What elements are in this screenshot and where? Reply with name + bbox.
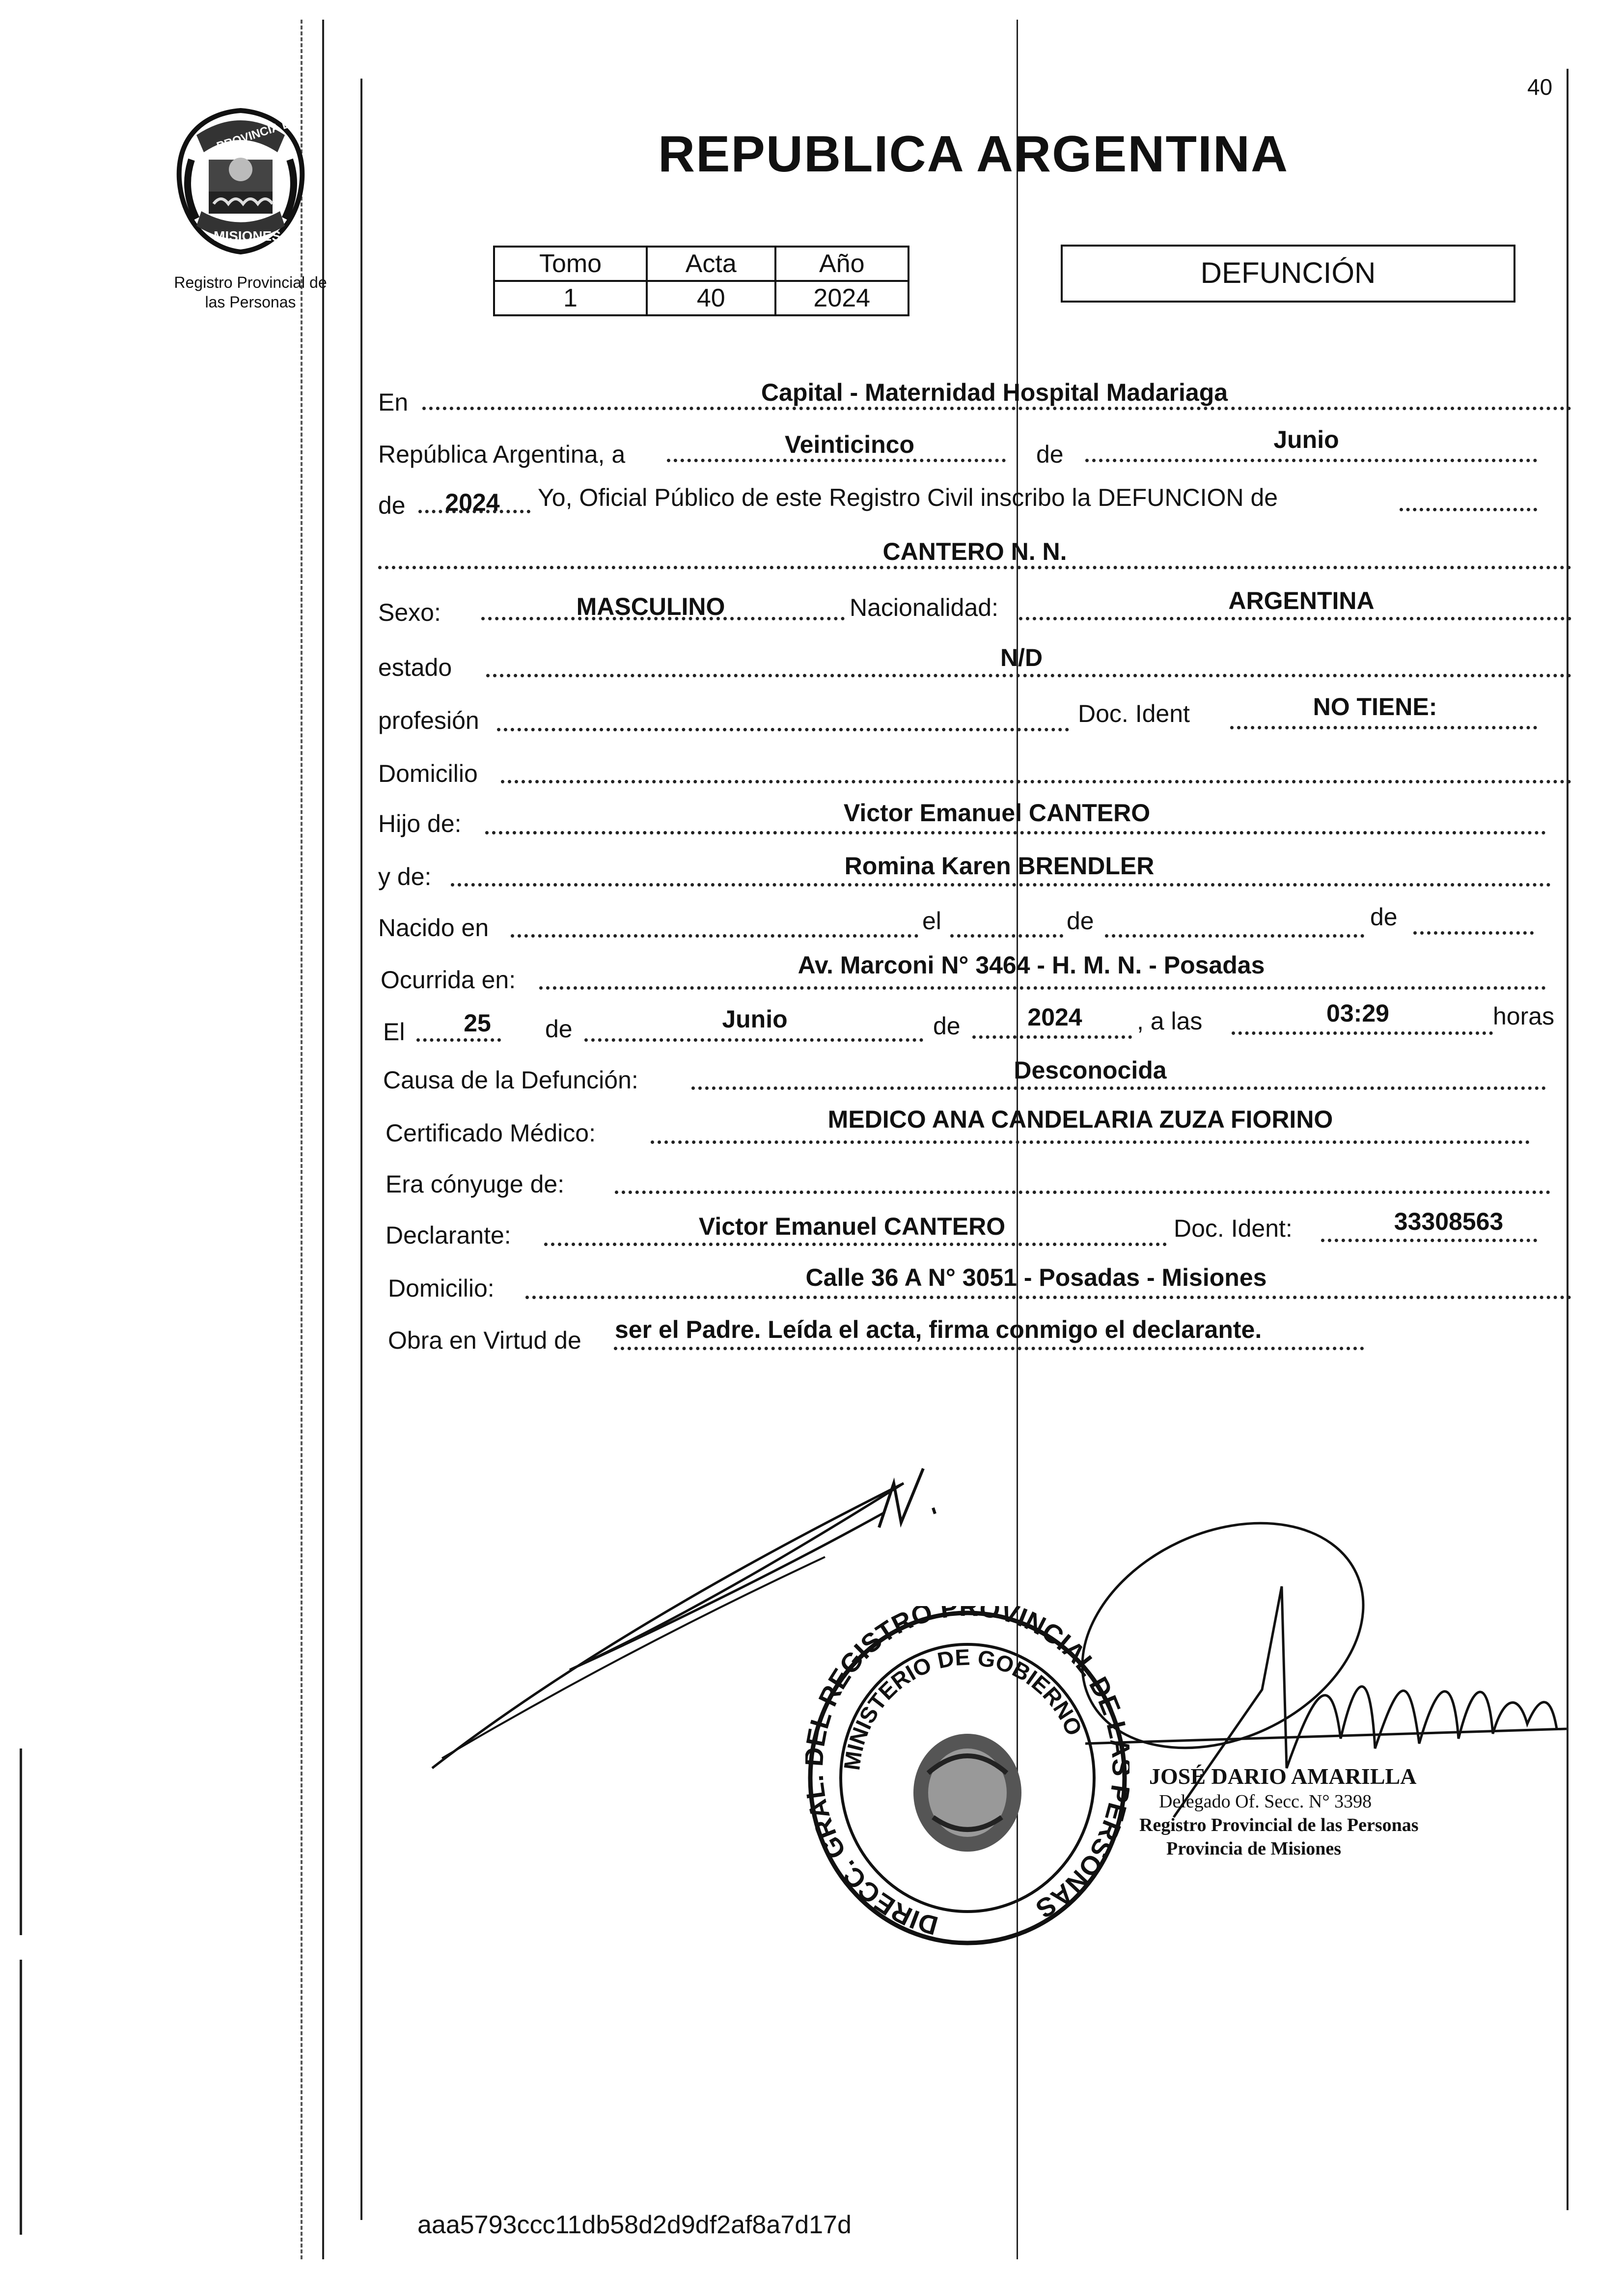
dots-mes2 xyxy=(584,1038,923,1042)
label-el: El xyxy=(383,1018,405,1046)
value-obra: ser el Padre. Leída el acta, firma conmigo el declarante. xyxy=(615,1316,1262,1343)
register-header-row xyxy=(494,247,908,281)
scan-edge-line-lower xyxy=(20,1960,22,2235)
value-declarante: Victor Emanuel CANTERO xyxy=(698,1213,1006,1240)
label-de-mes: de xyxy=(1036,441,1064,468)
dots-certificado xyxy=(651,1140,1530,1144)
label-sexo: Sexo: xyxy=(378,599,441,626)
value-certificado: MEDICO ANA CANDELARIA ZUZA FIORINO xyxy=(827,1106,1333,1133)
seal-inner-text: MINISTERIO DE GOBIERNO xyxy=(839,1644,1088,1772)
dots-domicilio xyxy=(501,780,1571,783)
label-nacido-en: Nacido en xyxy=(378,914,489,942)
value-estado: N/D xyxy=(1000,644,1043,671)
dots-dia xyxy=(667,459,1006,462)
page-number: 40 xyxy=(1527,74,1553,100)
dots-profesion xyxy=(497,728,1069,731)
document-title: REPUBLICA ARGENTINA xyxy=(658,126,1289,183)
register-header-tomo: Tomo xyxy=(494,247,647,281)
dots-dia-num xyxy=(416,1038,501,1042)
register-table xyxy=(493,246,909,316)
value-lugar: Capital - Maternidad Hospital Madariaga xyxy=(761,379,1228,406)
label-republica: República Argentina, a xyxy=(378,441,626,468)
value-declarante-domicilio: Calle 36 A N° 3051 - Posadas - Misiones xyxy=(805,1264,1267,1291)
register-header-acta: Acta xyxy=(647,247,775,281)
dots-padre xyxy=(485,831,1546,834)
dots-declarante-doc xyxy=(1321,1239,1537,1242)
dots-hora xyxy=(1232,1031,1493,1035)
value-anio2: 2024 xyxy=(1027,1003,1082,1031)
label-de-mes2: de xyxy=(545,1015,573,1043)
label-a-las: , a las xyxy=(1137,1007,1203,1035)
scan-edge-line xyxy=(20,1748,22,1935)
dots-documento xyxy=(1230,726,1537,729)
value-mes: Junio xyxy=(1273,426,1339,453)
label-doc-ident2: Doc. Ident: xyxy=(1174,1215,1293,1242)
label-domicilio: Domicilio xyxy=(378,760,478,787)
value-mes2: Junio xyxy=(722,1005,788,1033)
value-declarante-doc: 33308563 xyxy=(1394,1208,1504,1235)
register-header-anio: Año xyxy=(775,247,909,281)
label-en: En xyxy=(378,388,409,416)
org-label-line2: las Personas xyxy=(205,293,296,311)
label-causa: Causa de la Defunción: xyxy=(383,1066,638,1094)
label-nacido-el: el xyxy=(922,907,941,935)
dots-nacido-mes xyxy=(1105,934,1364,938)
value-sexo: MASCULINO xyxy=(576,593,725,620)
dots-estado xyxy=(486,674,1571,677)
scan-margin-line-form xyxy=(360,79,362,2220)
logo-text-top: PROVINCIA DE xyxy=(215,114,300,154)
stamp-position: Delegado Of. Secc. N° 3398 xyxy=(1159,1791,1372,1812)
register-value-tomo: 1 xyxy=(494,281,647,315)
register-value-row xyxy=(494,281,908,315)
dots-nacido-dia xyxy=(950,934,1063,938)
dots-conyuge xyxy=(615,1191,1550,1194)
register-value-anio: 2024 xyxy=(775,281,909,315)
dots-nombre-tail xyxy=(1400,508,1537,511)
label-y-de: y de: xyxy=(378,863,432,890)
scan-margin-line-left xyxy=(322,20,324,2259)
dots-causa xyxy=(691,1086,1546,1090)
label-horas: horas xyxy=(1493,1002,1555,1030)
dots-anio2 xyxy=(972,1035,1132,1039)
label-nacido-de1: de xyxy=(1067,907,1094,935)
stamp-registry: Registro Provincial de las Personas xyxy=(1139,1815,1419,1835)
value-hora: 03:29 xyxy=(1326,999,1389,1027)
label-hijo-de: Hijo de: xyxy=(378,810,462,837)
stamp-province: Provincia de Misiones xyxy=(1166,1838,1342,1859)
label-certificado: Certificado Médico: xyxy=(385,1119,596,1147)
dots-madre xyxy=(451,883,1551,887)
document-hash: aaa5793ccc11db58d2d9df2af8a7d17d xyxy=(417,2211,852,2239)
label-doc-ident: Doc. Ident xyxy=(1078,700,1190,727)
province-logo xyxy=(162,106,319,258)
dots-declarante xyxy=(544,1243,1167,1246)
dots-nacionalidad xyxy=(1019,617,1571,620)
org-label xyxy=(147,273,354,312)
dots-declarante-domicilio xyxy=(525,1296,1571,1299)
dots-obra xyxy=(614,1347,1364,1350)
label-declarante: Declarante: xyxy=(385,1221,511,1249)
dots-nacido-anio xyxy=(1413,931,1534,935)
org-label-line1: Registro Provincial de xyxy=(174,274,327,291)
record-type-box: DEFUNCIÓN xyxy=(1061,245,1515,303)
label-nacionalidad: Nacionalidad: xyxy=(850,594,998,621)
value-nacionalidad: ARGENTINA xyxy=(1228,587,1375,614)
scan-margin-line-right xyxy=(1567,69,1569,2210)
value-anio: 2024 xyxy=(445,489,500,516)
value-dia-texto: Veinticinco xyxy=(785,431,914,458)
label-nacido-de2: de xyxy=(1370,903,1398,931)
seal-outer-text: DIRECC. GRA L REGISTRO PROVINCIAL DE ERSONAS xyxy=(805,1606,1129,1941)
label-obra: Obra en Virtud de xyxy=(388,1327,581,1354)
logo-text-bottom: MISIONES xyxy=(214,228,281,244)
stamp-name: JOSÉ DARIO AMARILLA xyxy=(1149,1764,1417,1789)
value-nombre: CANTERO N. N. xyxy=(882,538,1067,565)
label-de-anio: de xyxy=(378,492,406,519)
label-ocurrida-en: Ocurrida en: xyxy=(381,966,516,994)
dots-nombre xyxy=(378,566,1571,569)
scan-margin-dash-left xyxy=(301,20,303,2259)
value-madre: Romina Karen BRENDLER xyxy=(844,852,1155,880)
label-profesion: profesión xyxy=(378,707,479,734)
dots-nacido-lugar xyxy=(511,934,918,938)
label-estado: estado xyxy=(378,654,452,681)
register-value-acta: 40 xyxy=(647,281,775,315)
value-causa: Desconocida xyxy=(1014,1056,1167,1084)
value-ocurrida-en: Av. Marconi N° 3464 - H. M. N. - Posadas xyxy=(798,951,1265,979)
value-dia-num: 25 xyxy=(464,1009,491,1037)
label-domicilio2: Domicilio: xyxy=(388,1275,495,1302)
label-de-anio2: de xyxy=(933,1012,961,1040)
value-documento: NO TIENE: xyxy=(1313,693,1437,721)
dots-mes xyxy=(1085,459,1537,462)
value-padre: Victor Emanuel CANTERO xyxy=(843,799,1151,827)
dots-ocurrida xyxy=(539,986,1546,990)
label-conyuge: Era cónyuge de: xyxy=(385,1170,565,1198)
dots-en xyxy=(422,407,1571,410)
label-yo: Yo, Oficial Público de este Registro Civil inscribo la DEFUNCION de xyxy=(538,484,1278,511)
